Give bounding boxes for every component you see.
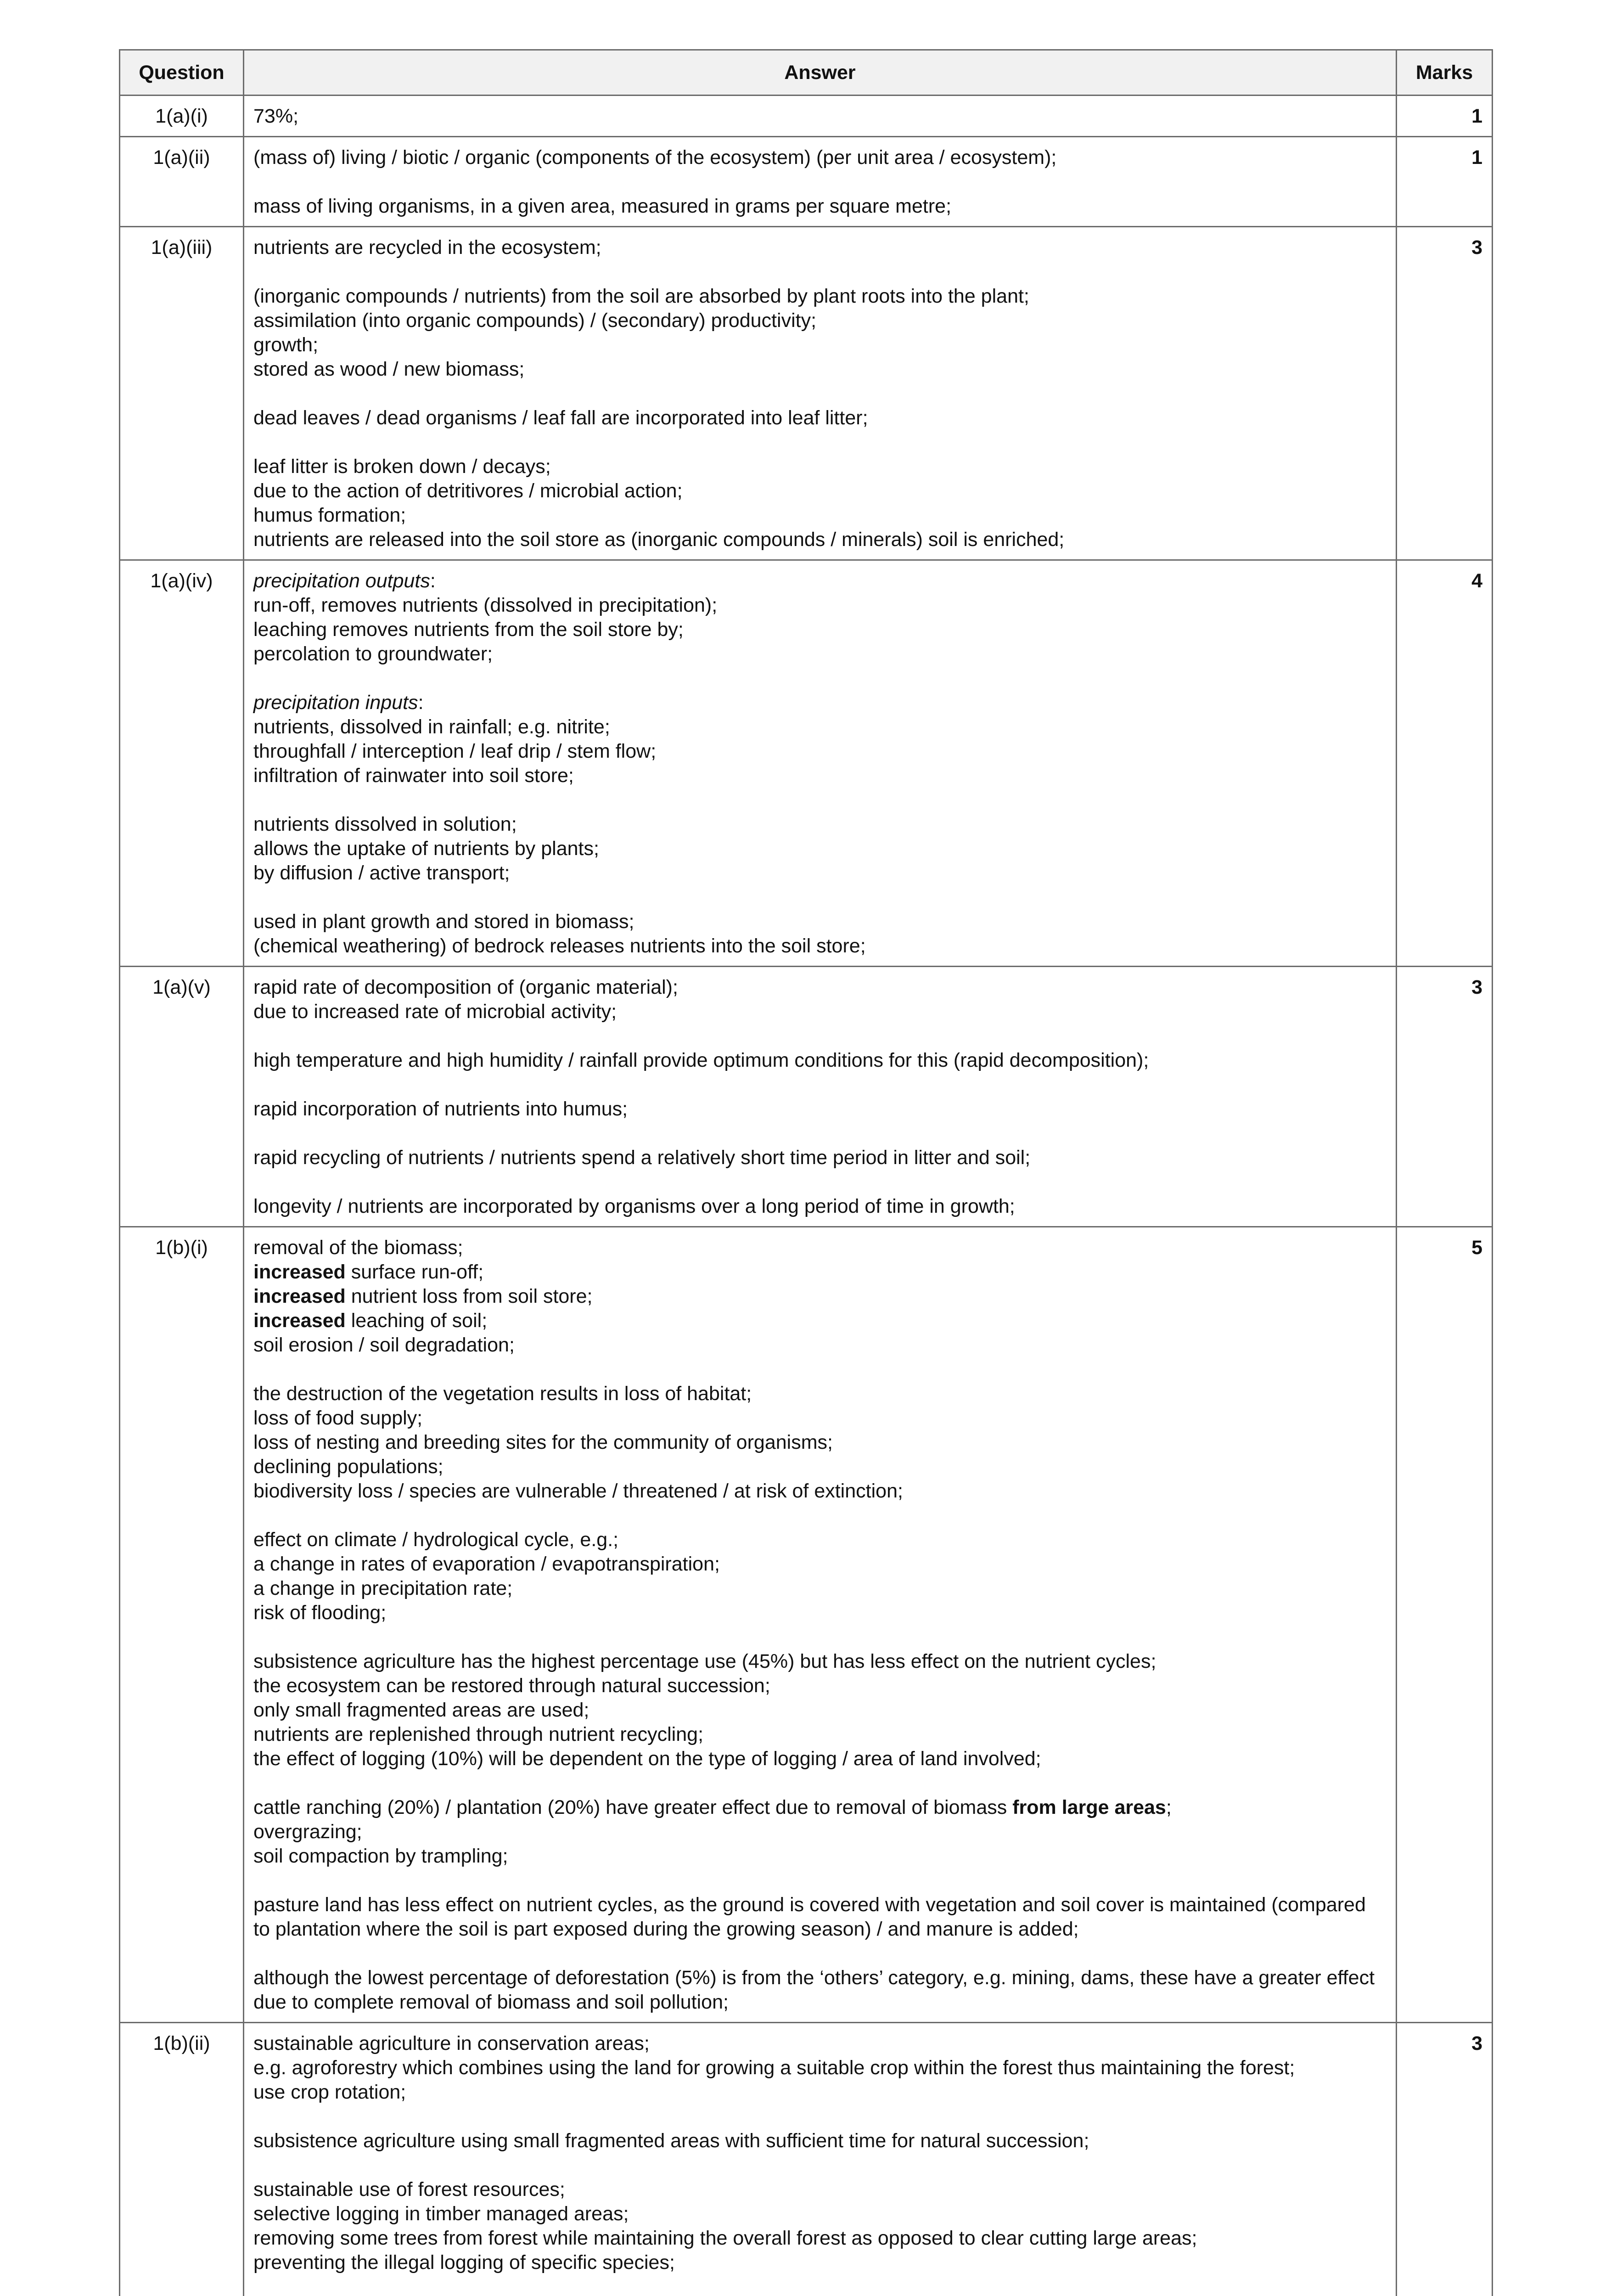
answer-text: high temperature and high humidity / rainfall provide optimum conditions for this (rapid decomposition); [253,1049,1149,1071]
answer-line [253,2080,1386,2105]
answer-text: dead leaves / dead organisms / leaf fall are incorporated into leaf litter; [253,407,868,429]
answer-cell [244,560,1397,967]
answer-line [253,2056,1386,2080]
emphasis-text: from large areas [1012,1796,1166,1818]
italic-heading: precipitation inputs [253,692,418,714]
answer-text: rapid incorporation of nutrients into humus; [253,1098,628,1120]
answer-cell [244,227,1397,560]
answer-point-group [253,455,1386,552]
answer-line [253,1000,1386,1024]
answer-point-group [253,2129,1386,2153]
answer-line [253,1146,1386,1170]
answer-line [253,2202,1386,2226]
answer-line [253,1893,1386,1941]
question-column-header: Question [120,50,244,96]
answer-line [253,284,1386,309]
answer-line [253,1194,1386,1219]
italic-heading: precipitation outputs [253,570,430,592]
answer-text: the ecosystem can be restored through natural succession; [253,1675,770,1697]
answer-line [253,528,1386,552]
answer-line [253,1674,1386,1698]
answer-line [253,1698,1386,1722]
answer-text: soil compaction by trampling; [253,1845,508,1867]
answer-line [253,309,1386,333]
marks-cell: 3 [1397,227,1493,560]
answer-line [253,1844,1386,1868]
answer-text: assimilation (into organic compounds) / (secondary) productivity; [253,310,817,332]
answer-text: biodiversity loss / species are vulnerable / threatened / at risk of extinction; [253,1480,903,1502]
answer-text: rapid rate of decomposition of (organic material); [253,976,678,998]
answer-line [253,1260,1386,1284]
answer-line [253,455,1386,479]
marks-cell: 3 [1397,967,1493,1227]
answer-text: run-off, removes nutrients (dissolved in precipitation); [253,594,718,616]
answer-text: : [430,570,436,592]
answer-point-group [253,2032,1386,2105]
answer-text: the effect of logging (10%) will be dependent on the type of logging / area of land involved; [253,1748,1041,1770]
answer-text: nutrients are released into the soil store as (inorganic compounds / minerals) soil is enriched; [253,529,1065,551]
answer-line [253,1236,1386,1260]
question-cell: 1(b)(i) [120,1227,244,2023]
answer-line [253,104,1386,129]
answer-text: cattle ranching (20%) / plantation (20%) have greater effect due to removal of biomass [253,1796,1013,1818]
answer-text: stored as wood / new biomass; [253,358,525,380]
answer-line [253,618,1386,642]
answer-line [253,691,1386,715]
answer-text: nutrients are replenished through nutrient recycling; [253,1723,704,1745]
answer-text: due to the action of detritivores / microbial action; [253,480,683,502]
answer-line [253,236,1386,260]
answer-point-group [253,569,1386,666]
answer-line [253,715,1386,739]
answer-line [253,146,1386,170]
question-cell: 1(b)(ii) [120,2023,244,2296]
answer-point-group [253,2178,1386,2275]
answer-text: removing some trees from forest while maintaining the overall forest as opposed to clear cutting large areas; [253,2227,1197,2249]
answer-text: nutrients dissolved in solution; [253,813,517,835]
answer-line [253,1601,1386,1625]
answer-text: nutrients, dissolved in rainfall; e.g. nitrite; [253,716,610,738]
answer-line [253,1406,1386,1430]
answer-line [253,503,1386,528]
answer-line [253,2032,1386,2056]
answer-text: infiltration of rainwater into soil store; [253,765,574,787]
answer-point-group [253,104,1386,129]
question-cell: 1(a)(v) [120,967,244,1227]
answer-point-group [253,284,1386,382]
question-cell: 1(a)(i) [120,96,244,137]
answer-text: overgrazing; [253,1821,362,1843]
answer-text: although the lowest percentage of deforestation (5%) is from the ‘others’ category, e.g. mining, dams, these have a greater effect due to complete removal of biomass and soil pollution; [253,1967,1375,2013]
answer-line [253,2226,1386,2251]
answer-text: sustainable use of forest resources; [253,2178,565,2200]
answer-point-group [253,1893,1386,1941]
marks-cell: 3 [1397,2023,1493,2296]
answer-text: due to increased rate of microbial activity; [253,1001,617,1023]
answer-line [253,861,1386,885]
answer-line [253,975,1386,1000]
answer-text: allows the uptake of nutrients by plants; [253,838,599,860]
answer-text: leaf litter is broken down / decays; [253,456,551,478]
answer-line [253,1430,1386,1455]
answer-point-group [253,236,1386,260]
answer-text: : [418,692,424,714]
answer-text: subsistence agriculture has the highest percentage use (45%) but has less effect on the nutrient cycles; [253,1650,1156,1672]
answer-line [253,837,1386,861]
answer-line [253,739,1386,764]
answer-line [253,1382,1386,1406]
answer-line [253,1455,1386,1479]
answer-line [253,1552,1386,1576]
answer-line [253,934,1386,958]
answer-text: a change in precipitation rate; [253,1577,513,1599]
answer-text: only small fragmented areas are used; [253,1699,589,1721]
emphasis-text: increased [253,1310,346,1332]
table-row [120,1227,1493,2023]
table-row [120,137,1493,227]
answer-line [253,1479,1386,1503]
answer-text: surface run-off; [345,1261,484,1283]
table-row [120,227,1493,560]
answer-text: use crop rotation; [253,2081,406,2103]
table-row [120,967,1493,1227]
answer-point-group [253,1966,1386,2015]
answer-text: leaching of soil; [345,1310,488,1332]
answer-line [253,1820,1386,1844]
answer-text: sustainable agriculture in conservation areas; [253,2032,650,2054]
answer-line [253,194,1386,219]
answer-text: ; [1166,1796,1172,1818]
table-row [120,96,1493,137]
marks-cell: 4 [1397,560,1493,967]
answer-point-group [253,812,1386,885]
answer-text: (inorganic compounds / nutrients) from the soil are absorbed by plant roots into the plant; [253,285,1029,307]
answer-text: humus formation; [253,504,406,526]
emphasis-text: increased [253,1261,346,1283]
answer-text: used in plant growth and stored in biomass; [253,911,634,933]
answer-text: pasture land has less effect on nutrient cycles, as the ground is covered with vegetation and soil cover is maintained (compared to plantation where the soil is part exposed during the growing season) / and manure is added; [253,1894,1366,1940]
answer-text: nutrients are recycled in the ecosystem; [253,236,601,259]
answer-line [253,642,1386,666]
marks-column-header: Marks [1397,50,1493,96]
answer-point-group [253,1194,1386,1219]
answer-text: nutrient loss from soil store; [345,1285,593,1307]
answer-cell [244,96,1397,137]
answer-text: throughfall / interception / leaf drip / stem flow; [253,740,657,762]
header-row [120,50,1493,96]
answer-text: 73%; [253,105,299,127]
answer-point-group [253,975,1386,1024]
answer-line [253,1528,1386,1552]
answer-point-group [253,691,1386,788]
answer-text: e.g. agroforestry which combines using the land for growing a suitable crop within the forest thus maintaining the forest; [253,2057,1295,2079]
answer-point-group [253,1528,1386,1625]
answer-text: effect on climate / hydrological cycle, e.g.; [253,1529,619,1551]
answer-text: removal of the biomass; [253,1237,463,1259]
answer-point-group [253,406,1386,430]
answer-line [253,1576,1386,1601]
answer-line [253,812,1386,837]
answer-text: percolation to groundwater; [253,643,493,665]
answer-text: (mass of) living / biotic / organic (components of the ecosystem) (per unit area / ecosystem); [253,146,1057,169]
answer-line [253,593,1386,618]
emphasis-text: increased [253,1285,346,1307]
answer-line [253,569,1386,593]
answer-line [253,1097,1386,1121]
answer-line [253,1795,1386,1820]
question-cell: 1(a)(iv) [120,560,244,967]
answer-point-group [253,1097,1386,1121]
answer-cell [244,1227,1397,2023]
answer-line [253,1747,1386,1771]
question-cell: 1(a)(ii) [120,137,244,227]
marks-cell: 1 [1397,137,1493,227]
answer-line [253,764,1386,788]
marks-cell: 5 [1397,1227,1493,2023]
answer-text: leaching removes nutrients from the soil store by; [253,619,684,641]
answer-line [253,2178,1386,2202]
answer-cell [244,967,1397,1227]
answer-line [253,479,1386,503]
answer-line [253,333,1386,357]
answer-text: preventing the illegal logging of specific species; [253,2251,675,2273]
answer-text: longevity / nutrients are incorporated by organisms over a long period of time in growth; [253,1195,1015,1217]
answer-text: mass of living organisms, in a given area, measured in grams per square metre; [253,195,952,217]
answer-line [253,406,1386,430]
answer-text: declining populations; [253,1456,443,1478]
answer-point-group [253,1649,1386,1771]
answer-line [253,1333,1386,1357]
answer-line [253,357,1386,382]
answer-point-group [253,1146,1386,1170]
answer-text: by diffusion / active transport; [253,862,510,884]
answer-point-group [253,1382,1386,1503]
question-cell: 1(a)(iii) [120,227,244,560]
answer-text: loss of nesting and breeding sites for the community of organisms; [253,1431,833,1453]
answer-text: a change in rates of evaporation / evapotranspiration; [253,1553,720,1575]
answer-line [253,1649,1386,1674]
answer-column-header: Answer [244,50,1397,96]
answer-point-group [253,1048,1386,1073]
answer-line [253,910,1386,934]
answer-text: subsistence agriculture using small fragmented areas with sufficient time for natural succession; [253,2130,1089,2152]
table-body [120,96,1493,2296]
answer-text: rapid recycling of nutrients / nutrients spend a relatively short time period in litter and soil; [253,1147,1031,1169]
answer-point-group [253,910,1386,958]
answer-cell [244,137,1397,227]
answer-line [253,1284,1386,1309]
answer-text: selective logging in timber managed areas; [253,2203,629,2225]
answer-text: the destruction of the vegetation results in loss of habitat; [253,1383,752,1405]
answer-text: (chemical weathering) of bedrock releases nutrients into the soil store; [253,935,866,957]
table-row [120,2023,1493,2296]
answer-point-group [253,146,1386,170]
answer-line [253,1722,1386,1747]
answer-text: growth; [253,334,319,356]
answer-line [253,1966,1386,2015]
answer-text: risk of flooding; [253,1602,387,1624]
answer-cell [244,2023,1397,2296]
answer-text: soil erosion / soil degradation; [253,1334,515,1356]
answer-point-group [253,194,1386,219]
marks-cell: 1 [1397,96,1493,137]
answer-point-group [253,1795,1386,1868]
answer-text: loss of food supply; [253,1407,423,1429]
answer-line [253,2251,1386,2275]
answer-line [253,2129,1386,2153]
answer-point-group [253,1236,1386,1357]
mark-scheme-table [119,49,1493,2296]
answer-line [253,1048,1386,1073]
answer-line [253,1309,1386,1333]
table-row [120,560,1493,967]
